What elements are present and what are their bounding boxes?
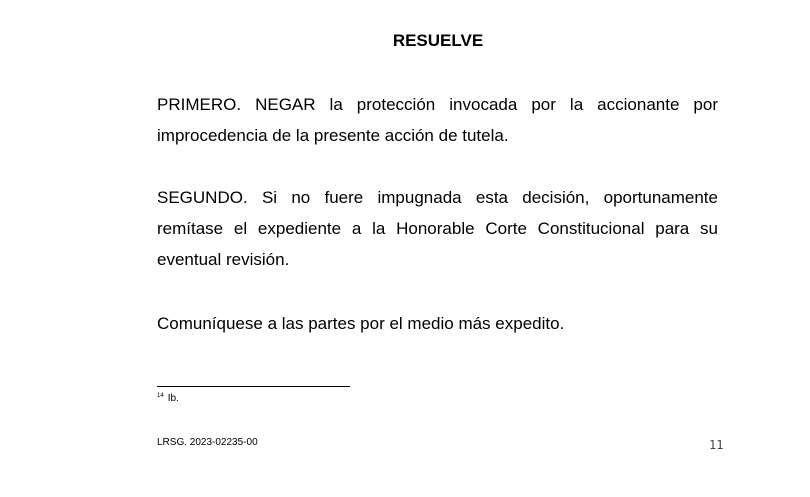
footnote: [157, 393, 179, 404]
footnote-number: 14: [157, 393, 164, 399]
communication-paragraph: Comuníquese a las partes por el medio más expedito.: [157, 314, 565, 333]
section-heading: RESUELVE: [392, 31, 484, 50]
case-reference: LRSG. 2023-02235-00: [157, 437, 258, 448]
resolution-first-paragraph: PRIMERO. NEGAR la protección invocada por la accionante por improcedencia de la presente acción de tutela.: [157, 95, 718, 145]
page-number: 11: [709, 438, 724, 452]
resolution-second-paragraph: SEGUNDO. Si no fuere impugnada esta decisión, oportunamente remítase el expediente a la Honorable Corte Constitucional para su eventual revisión.: [157, 188, 718, 269]
footnote-text: Ib.: [167, 393, 179, 404]
footnote-divider: [157, 386, 350, 387]
